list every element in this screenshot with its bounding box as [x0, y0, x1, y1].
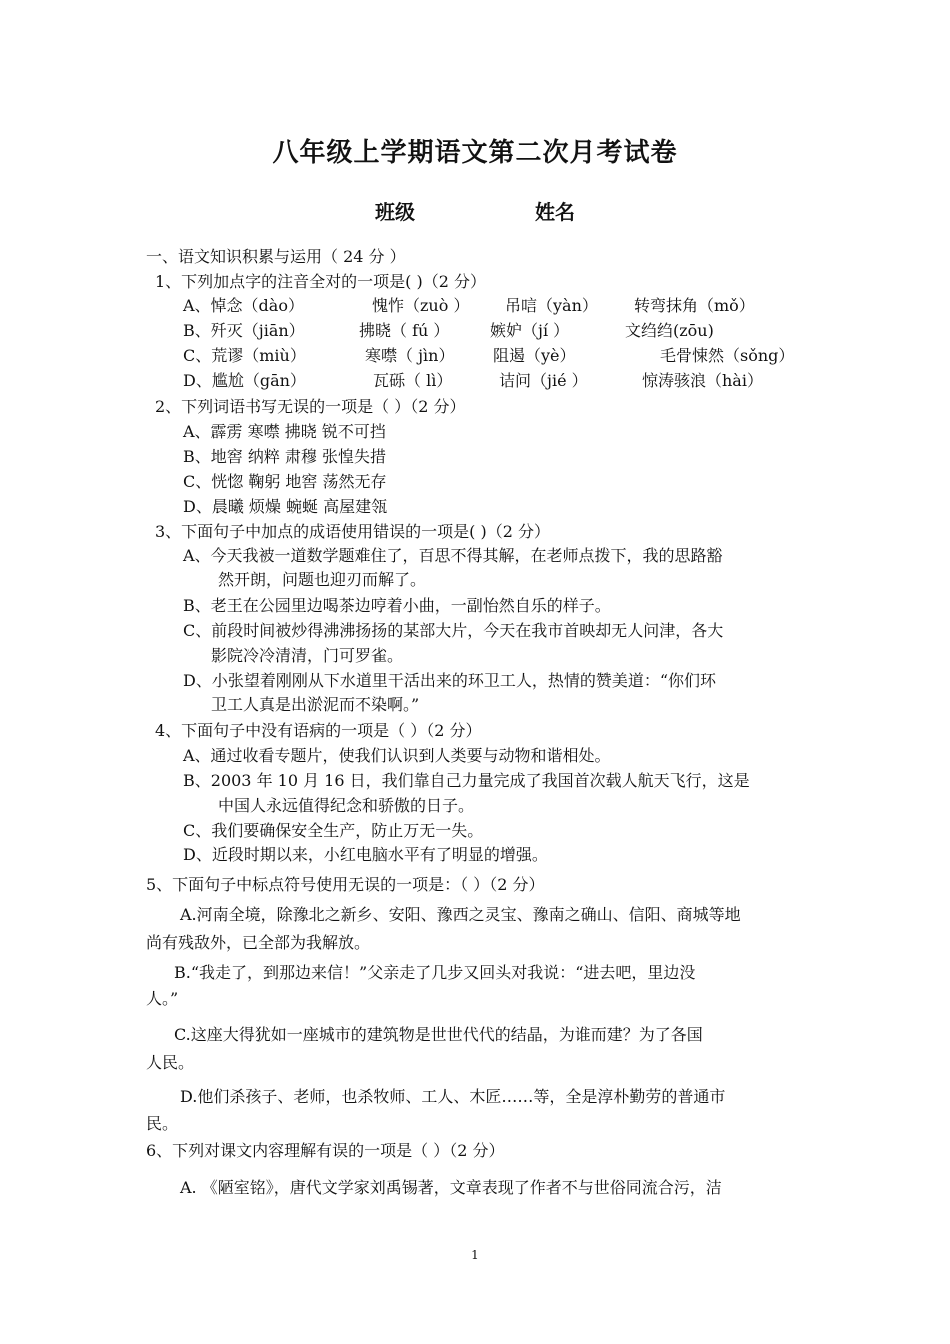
q1-option-a-4: 转弯抹角（mǒ）: [634, 296, 755, 315]
q5-option-d-line2: 民。: [146, 1114, 179, 1133]
q1-option-b-2: 拂晓（ fú ）: [359, 321, 450, 340]
q1-option-a-1: A、悼念（dào）: [183, 296, 304, 315]
q1-option-c-2: 寒噤（ jìn）: [365, 346, 455, 365]
q3-option-c-line2: 影院冷冷清清，门可罗雀。: [211, 646, 404, 665]
q1-option-c-4: 毛骨悚然（sǒng）: [660, 346, 795, 365]
student-info: [0, 196, 950, 225]
q6-option-a-line1: A. 《陋室铭》，唐代文学家刘禹锡著，文章表现了作者不与世俗同流合污，洁: [180, 1178, 722, 1197]
question-2-stem: 2、下列词语书写无误的一项是（ ）（2 分）: [155, 397, 466, 416]
q2-option-a: A、霹雳 寒噤 拂晓 锐不可挡: [183, 422, 386, 441]
q1-option-d-2: 瓦砾（ lì）: [373, 371, 453, 390]
page-title: 八年级上学期语文第二次月考试卷: [272, 138, 678, 168]
q3-option-a-line2: 然开朗，问题也迎刃而解了。: [218, 570, 427, 589]
q5-option-c-line1: C.这座大得犹如一座城市的建筑物是世世代代的结晶，为谁而建？为了各国: [174, 1025, 703, 1044]
q2-option-d: D、晨曦 烦燥 蜿蜒 高屋建瓴: [183, 497, 388, 516]
q2-option-b: B、地窖 纳粹 肃穆 张惶失措: [183, 447, 387, 466]
section-heading: 一、语文知识积累与运用（ 24 分 ）: [146, 247, 406, 266]
q1-option-b-4: 文绉绉(zōu): [625, 321, 714, 340]
page-number: 1: [471, 1248, 479, 1262]
q1-option-c-3: 阻遏（yè）: [493, 346, 576, 365]
q3-option-b: B、老王在公园里边喝茶边哼着小曲，一副怡然自乐的样子。: [183, 596, 611, 615]
question-3-stem: 3、下面句子中加点的成语使用错误的一项是( )（2 分）: [155, 522, 551, 541]
q4-option-a: A、通过收看专题片，使我们认识到人类要与动物和谐相处。: [183, 746, 611, 765]
q4-option-d: D、近段时期以来，小红电脑水平有了明显的增强。: [183, 845, 548, 864]
q5-option-a-line2: 尚有残敌外，已全部为我解放。: [146, 933, 371, 952]
q5-option-a-line1: A.河南全境，除豫北之新乡、安阳、豫西之灵宝、豫南之确山、信阳、商城等地: [180, 905, 741, 924]
q4-option-b-line1: B、2003 年 10 月 16 日，我们靠自己力量完成了我国首次载人航天飞行，这是: [183, 771, 750, 790]
q3-option-a-line1: A、今天我被一道数学题难住了，百思不得其解，在老师点拨下，我的思路豁: [183, 546, 723, 565]
q1-option-a-2: 愧怍（zuò ）: [372, 296, 470, 315]
q1-option-a-3: 吊唁（yàn）: [505, 296, 598, 315]
question-1-stem: 1、下列加点字的注音全对的一项是( )（2 分）: [155, 272, 487, 291]
q1-option-d-4: 惊涛骇浪（hài）: [642, 371, 763, 390]
question-4-stem: 4、下面句子中没有语病的一项是（ ）（2 分）: [155, 721, 482, 740]
q5-option-b-line1: B.“我走了，到那边来信！”父亲走了几步又回头对我说：“进去吧，里边没: [174, 963, 696, 982]
q2-option-c: C、恍惚 鞠躬 地窖 荡然无存: [183, 472, 387, 491]
q3-option-d-line2: 卫工人真是出淤泥而不染啊。”: [211, 695, 420, 714]
q4-option-b-line2: 中国人永远值得纪念和骄傲的日子。: [218, 796, 475, 815]
q3-option-d-line1: D、小张望着刚刚从下水道里干活出来的环卫工人，热情的赞美道：“你们环: [183, 671, 717, 690]
q5-option-d-line1: D.他们杀孩子、老师，也杀牧师、工人、木匠……等，全是淳朴勤劳的普通市: [180, 1087, 726, 1106]
q1-option-c-1: C、荒谬（miù）: [183, 346, 306, 365]
q5-option-c-line2: 人民。: [146, 1053, 195, 1072]
question-6-stem: 6、下列对课文内容理解有误的一项是（ ）（2 分）: [146, 1141, 505, 1160]
q4-option-c: C、我们要确保安全生产，防止万无一失。: [183, 821, 484, 840]
class-label: 班级: [375, 200, 415, 224]
q1-option-b-1: B、歼灭（jiān）: [183, 321, 305, 340]
q1-option-d-1: D、尴尬（gān）: [183, 371, 306, 390]
q3-option-c-line1: C、前段时间被炒得沸沸扬扬的某部大片，今天在我市首映却无人问津，各大: [183, 621, 724, 640]
q5-option-b-line2: 人。”: [146, 989, 179, 1008]
q1-option-d-3: 诘问（jié ）: [499, 371, 588, 390]
question-5-stem: 5、下面句子中标点符号使用无误的一项是：（ ）（2 分）: [146, 875, 545, 894]
q1-option-b-3: 嫉妒（jí ）: [490, 321, 570, 340]
name-label: 姓名: [535, 200, 575, 224]
